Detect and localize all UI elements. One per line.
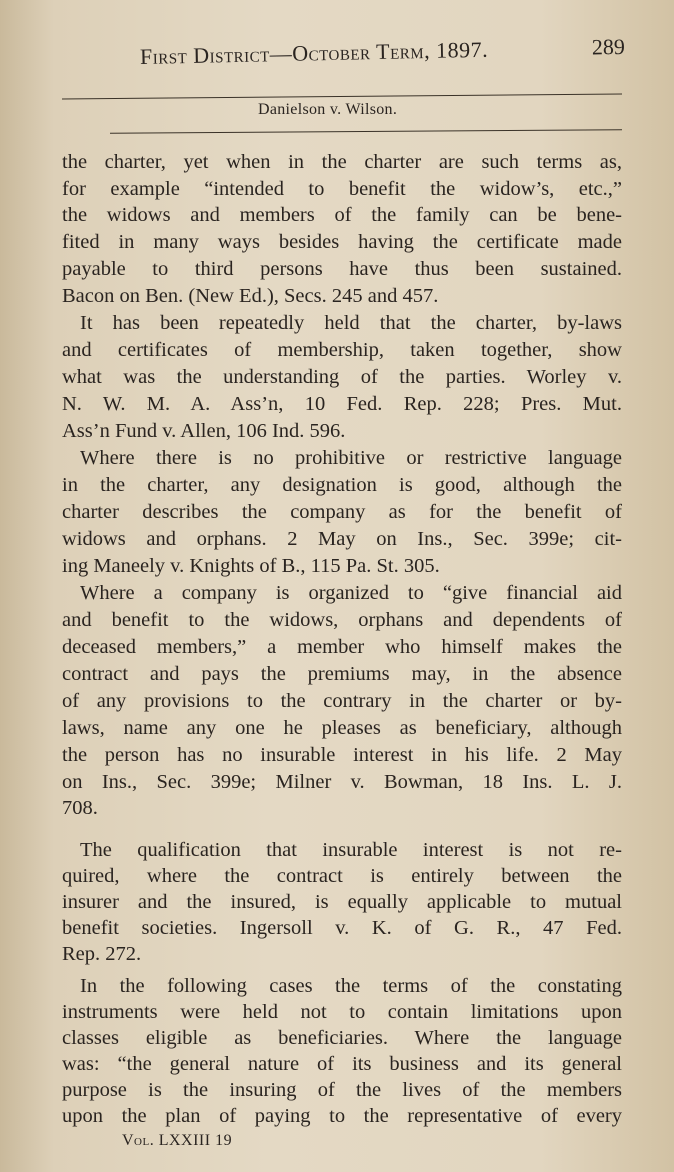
text-line: the widows and members of the family can be bene- [62, 204, 622, 226]
text-line: Bacon on Ben. (New Ed.), Secs. 245 and 457. [62, 285, 439, 307]
case-title: Danielson v. Wilson. [258, 101, 398, 118]
signature-mark: Vol. LXXIII 19 [122, 1132, 233, 1149]
text-line: Rep. 272. [62, 943, 142, 965]
text-line: contract and pays the premiums may, in the absence [62, 663, 622, 685]
text-line: 708. [62, 797, 98, 819]
text-line: Ass’n Fund v. Allen, 106 Ind. 596. [62, 420, 346, 442]
page-number: 289 [591, 33, 626, 60]
text-line: the charter, yet when in the charter are such terms as, [62, 151, 622, 173]
text-line: and benefit to the widows, orphans and dependents of [62, 609, 622, 631]
text-line: payable to third persons have thus been sustained. [62, 258, 622, 280]
header-rule [62, 94, 622, 100]
text-line: purpose is the insuring of the lives of the members [62, 1079, 622, 1101]
text-line: fited in many ways besides having the certificate made [62, 231, 622, 253]
text-line: widows and orphans. 2 May on Ins., Sec. 399e; cit- [62, 528, 622, 550]
text-line: upon the plan of paying to the representative of every [62, 1105, 622, 1127]
text-line: instruments were held not to contain limitations upon [62, 1001, 622, 1023]
text-line: N. W. M. A. Ass’n, 10 Fed. Rep. 228; Pres. Mut. [62, 393, 622, 415]
text-line: laws, name any one he pleases as beneficiary, although [62, 717, 622, 739]
text-line: deceased members,” a member who himself makes the [62, 636, 622, 658]
text-line: The qualification that insurable interest is not re- [80, 839, 622, 861]
text-line: benefit societies. Ingersoll v. K. of G. R., 47 Fed. [62, 917, 622, 939]
text-line: in the charter, any designation is good, although the [62, 474, 622, 496]
text-line: quired, where the contract is entirely between the [62, 865, 622, 887]
text-line: charter describes the company as for the benefit of [62, 501, 622, 523]
text-line: insurer and the insured, is equally applicable to mutual [62, 891, 622, 913]
text-line: Where there is no prohibitive or restrictive language [80, 447, 622, 469]
text-line: of any provisions to the contrary in the charter or by- [62, 690, 622, 712]
case-title-rule [110, 129, 622, 134]
text-line: for example “intended to benefit the widow’s, etc.,” [62, 178, 622, 200]
text-line: It has been repeatedly held that the charter, by-laws [80, 312, 622, 334]
text-line: and certificates of membership, taken together, show [62, 339, 622, 361]
header-title: First District—October Term, 1897. [139, 36, 489, 69]
text-line: what was the understanding of the parties. Worley v. [62, 366, 622, 388]
text-line: on Ins., Sec. 399e; Milner v. Bowman, 18 Ins. L. J. [62, 771, 622, 793]
text-line: ing Maneely v. Knights of B., 115 Pa. St. 305. [62, 555, 440, 577]
text-line: Where a company is organized to “give financial aid [80, 582, 622, 604]
text-line: classes eligible as beneficiaries. Where the language [62, 1027, 622, 1049]
running-header [140, 34, 625, 70]
text-line: was: “the general nature of its business and its general [62, 1053, 622, 1075]
text-line: the person has no insurable interest in his life. 2 May [62, 744, 622, 766]
text-line: In the following cases the terms of the constating [80, 975, 622, 997]
